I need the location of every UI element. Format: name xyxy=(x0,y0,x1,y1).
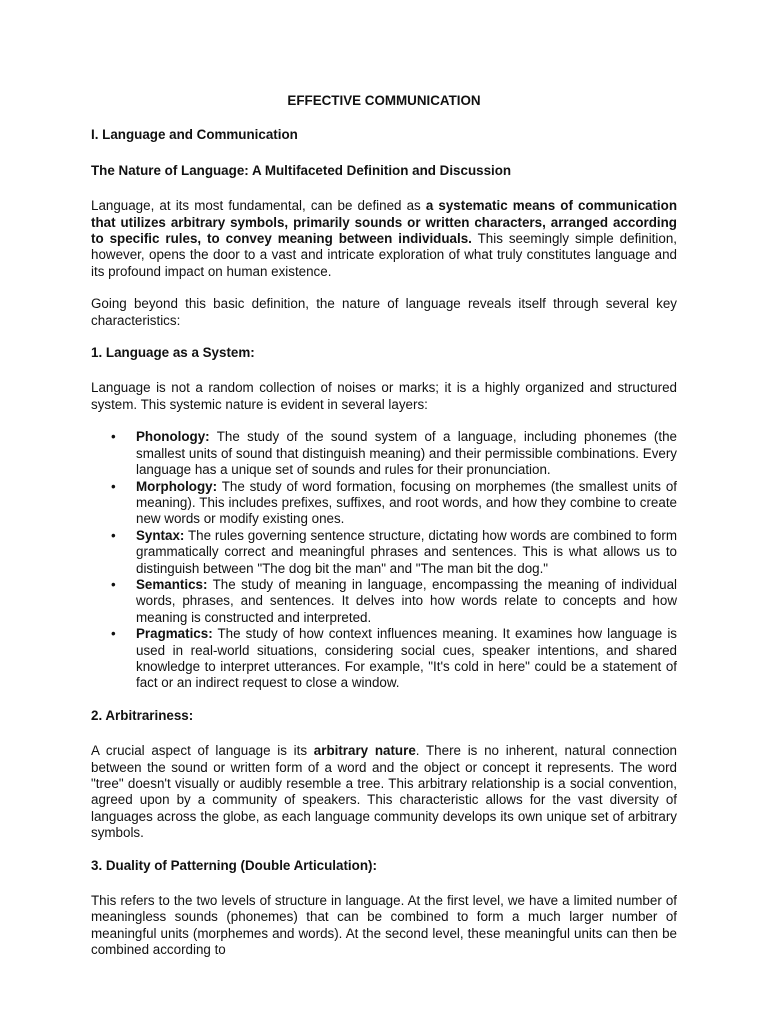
list-item-term: Syntax: xyxy=(136,527,185,543)
list-item-term: Phonology: xyxy=(136,429,210,445)
duality-paragraph: This refers to the two levels of structure in language. At the first level, we have a limited number of meaningless sounds (phonemes) that can be combined to form a much larger number of meaningful units (morphemes and words). At the second level, these meaningful units can then be combined according to xyxy=(91,893,677,958)
subheading: The Nature of Language: A Multifaceted Definition and Discussion xyxy=(91,162,512,178)
list-item-text: The study of the sound system of a language, including phonemes (the smallest units of sound that distinguish meaning) and their permissible combinations. Every language has a unique set of sounds and rules for their pronunciation. xyxy=(136,429,677,478)
document-body xyxy=(91,93,677,975)
system-paragraph: Language is not a random collection of noises or marks; it is a highly organized and structured system. This systemic nature is evident in several layers: xyxy=(91,380,677,412)
section-heading: I. Language and Communication xyxy=(91,127,298,143)
list-item-text: The study of how context influences meaning. It examines how language is used in real-world situations, considering social cues, speaker intentions, and shared knowledge to interpret utterances. For example, "It's cold in here" could be a statement of fact or an indirect request to close a window. xyxy=(136,626,677,691)
list-item-text: The study of meaning in language, encompassing the meaning of individual words, phrases, and sentences. It delves into how words relate to concepts and how meaning is constructed and interpreted. xyxy=(136,576,677,625)
duality-heading: 3. Duality of Patterning (Double Articulation): xyxy=(91,857,377,873)
list-item xyxy=(91,528,677,577)
bullet-icon: • xyxy=(111,527,116,543)
arbitrariness-bold: arbitrary nature xyxy=(313,743,416,759)
list-item xyxy=(91,479,677,528)
system-layers-list xyxy=(91,429,677,692)
arbitrariness-text-1: A crucial aspect of language is its xyxy=(91,743,314,759)
intro-paragraph xyxy=(91,198,677,280)
list-item-term: Pragmatics: xyxy=(136,626,213,642)
beyond-paragraph: Going beyond this basic definition, the nature of language reveals itself through several key characteristics: xyxy=(91,296,677,328)
bullet-icon: • xyxy=(111,429,116,445)
list-item-term: Semantics: xyxy=(136,576,208,592)
document-title: EFFECTIVE COMMUNICATION xyxy=(287,93,481,108)
bullet-icon: • xyxy=(111,576,116,592)
list-item-text: The rules governing sentence structure, dictating how words are combined to form grammatically correct and meaningful phrases and sentences. This is what allows us to distinguish between "The dog bit the man" and "The man bit the dog." xyxy=(136,527,677,576)
bullet-icon: • xyxy=(111,478,116,494)
intro-text-1: Language, at its most fundamental, can be defined as xyxy=(91,198,426,214)
arbitrariness-heading: 2. Arbitrariness: xyxy=(91,707,194,723)
list-item xyxy=(91,626,677,692)
arbitrariness-paragraph xyxy=(91,743,677,841)
system-heading: 1. Language as a System: xyxy=(91,345,255,361)
list-item-text: The study of word formation, focusing on morphemes (the smallest units of meaning). This includes prefixes, suffixes, and root words, and how they combine to create new words or modify existing ones. xyxy=(136,478,677,527)
list-item-term: Morphology: xyxy=(136,478,218,494)
arbitrariness-text-2: . There is no inherent, natural connection between the sound or written form of a word and the object or concept it represents. The word "tree" doesn't visually or audibly resemble a tree. This arbitrary relationship is a social convention, agreed upon by a community of speakers. This characteristic allows for the vast diversity of languages across the globe, as each language community develops its own unique set of arbitrary symbols. xyxy=(91,743,678,841)
list-item xyxy=(91,577,677,626)
intro-definition-bold: a systematic means of communication that utilizes arbitrary symbols, primarily sounds or written characters, arranged according to specific rules, to convey meaning between individuals. xyxy=(91,198,677,247)
intro-text-2: This seemingly simple definition, however, opens the door to a vast and intricate exploration of what truly constitutes language and its profound impact on human existence. xyxy=(91,231,677,279)
list-item xyxy=(91,429,677,478)
bullet-icon: • xyxy=(111,626,116,642)
